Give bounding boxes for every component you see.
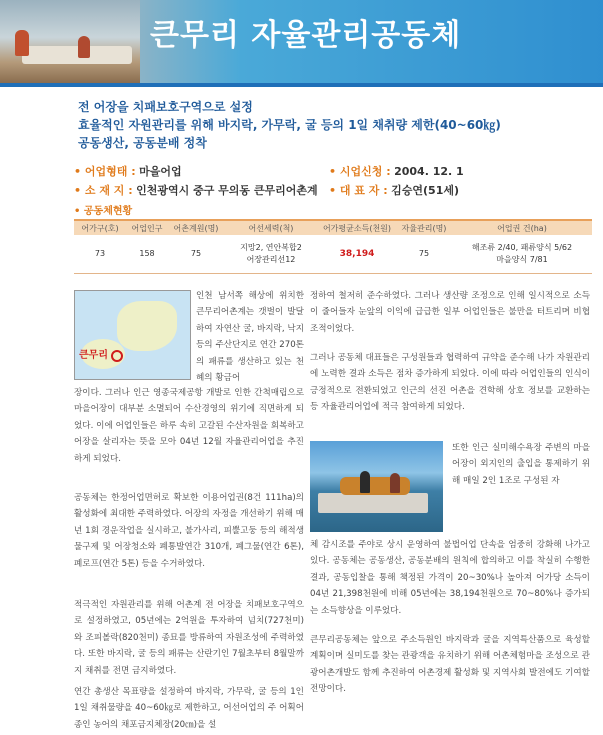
body-paragraph: 체 감시조를 주야로 상시 운영하여 불법어업 단속을 엄중히 강화해 나가고 있다. 공동체는 공동생산, 공동분배의 원칙에 합의하고 이를 착실히 수행한 결과, 공동입찰을 통해 책정된 가격이 20~30%나 높아져 어가당 소득이 04년 21,398천원에 비해 05년에는 38,194천원으로 70~80%나 증가되는 소득향상을 이루었다. <box>310 540 590 616</box>
table-cell-income: 38,194 <box>318 235 396 274</box>
table-cell: 해조류 2/40, 패류양식 5/62 마을양식 7/81 <box>452 235 592 274</box>
photo-person <box>360 471 370 493</box>
table-cell: 지망2, 연안복합2 어장관리선12 <box>224 235 318 274</box>
body-paragraph: 또한 인근 실미해수욕장 주변의 마을어장이 외지인의 출입을 통제하기 위해 매일 2인 1조로 구성된 자 <box>452 443 590 486</box>
banner-boat <box>22 46 132 64</box>
info-label: • 어업형태 : <box>74 165 136 178</box>
info-value: 인천광역시 중구 무의동 큰무리어촌계 <box>136 184 318 197</box>
info-location <box>74 182 318 198</box>
summary-block <box>78 98 501 152</box>
title-underline <box>0 83 603 87</box>
map-land <box>117 301 177 351</box>
table-header: 어업권 건(ha) <box>452 220 592 235</box>
fishermen-photo <box>310 441 443 532</box>
summary-line: 공동생산, 공동분배 정착 <box>78 136 207 150</box>
info-value: 2004. 12. 1 <box>394 165 464 178</box>
body-paragraph: 큰무리공동체는 앞으로 주소득원인 바지락과 굴을 지역특산품으로 육성할 계획이며 실미도를 찾는 관광객을 유치하기 위해 어촌체험마을 조성으로 관광어촌개발도 함께 추진하여 어촌경제 활성화 및 지역사회 발전에도 기여할 전망이다. <box>310 635 590 695</box>
table-header: 어선세력(척) <box>224 220 318 235</box>
table-header-row <box>74 220 592 235</box>
section-title: • 공동체현황 <box>74 206 133 217</box>
info-label: • 소 재 지 : <box>74 184 133 197</box>
body-paragraph: 정하여 철저히 준수하였다. 그러나 생산량 조정으로 인해 일시적으로 소득이 줄어들자 눈앞의 이익에 급급한 일부 어업인들은 불만을 터트리며 비협조적이었다. <box>310 291 590 334</box>
body-paragraph: 장이다. 그러나 인근 영종국제공항 개발로 인한 간척매립으로 마을어장이 대부분 소멸되어 수산경영의 위기에 직면하게 되었다. 이에 어업인들은 하루 속히 고갈된 수산자원을 회복하고 어장을 살리자는 뜻을 모아 04년 12월 자율관리어업을 추진하게 되었다. <box>74 388 304 464</box>
table-header: 자율관리(명) <box>396 220 452 235</box>
body-paragraph: 적극적인 자원관리를 위해 어촌계 전 어장을 치패보호구역으로 설정하였고, 05년에는 2억원을 투자하여 넘치(727천미)와 조피볼락(820천미) 종묘를 방류하여 자원조성에 주력하였다. 또한 바지락, 굴 등의 패류는 산란기인 7월초부터 8월말까지 채취를 전면 금지하였다. <box>74 600 304 676</box>
banner-person <box>78 36 90 58</box>
banner-photo <box>0 0 140 83</box>
body-paragraph: 연간 총생산 목표량을 설정하여 바지락, 가무락, 굴 등의 1인 1일 채취물량을 40~60㎏로 제한하고, 어선어업의 주 어획어종인 농어의 채포금지체장(20㎝)을 설 <box>74 687 304 730</box>
body-paragraph: 공동체는 한정어업면허로 확보한 이용어업권(8건 111ha)의 활성화에 최대한 주력하였다. 어장의 자정을 개선하기 위해 매년 1회 경운작업을 실시하고, 불가사리, 피뿔고둥 등의 해적생물구제 및 어장청소와 폐통발연간 310개, 폐그물(연간 6톤), 폐로프(연간 5톤) 등을 수거하였다. <box>74 493 304 569</box>
table-cell: 75 <box>168 235 224 274</box>
table-header: 어촌계원(명) <box>168 220 224 235</box>
body-paragraph: 그러나 공동체 대표들은 구성원들과 협력하여 규약을 준수해 나가 자원관리에 노력한 결과 소득은 점차 증가하게 되었다. 이에 따라 어업인들의 인식이 긍정적으로 전환되었고 인근의 선진 어촌을 견학해 상호 정보를 교환하는 등 자율관리어업에 적극 참여하게 되었다. <box>310 353 590 413</box>
table-header: 어가평균소득(천원) <box>318 220 396 235</box>
info-start-date <box>329 163 464 179</box>
table-row <box>74 235 592 274</box>
page-title: 큰무리 자율관리공동체 <box>150 18 462 53</box>
table-header: 어업인구 <box>126 220 168 235</box>
summary-line: 전 어장을 치패보호구역으로 설정 <box>78 100 253 114</box>
summary-line: 효율적인 자원관리를 위해 바지락, 가무락, 굴 등의 1일 채취량 제한(40~60㎏) <box>78 118 501 132</box>
body-paragraph: 인천 남서쪽 해상에 위치한 큰무리어촌계는 갯벌이 발달하여 자연산 굴, 바지락, 낙지 등의 주산단지로 연간 270톤의 패류를 생산하고 있는 천혜의 황금어 <box>196 291 304 384</box>
info-fishery-type <box>74 163 182 179</box>
location-map <box>74 290 191 380</box>
community-status-table <box>74 219 592 274</box>
banner-person <box>15 30 29 56</box>
info-representative <box>329 182 459 198</box>
table-cell: 158 <box>126 235 168 274</box>
photo-boat <box>318 493 428 513</box>
info-label: • 시업신청 : <box>329 165 391 178</box>
photo-person <box>390 473 400 493</box>
map-label: 큰무리 <box>79 350 108 361</box>
info-value: 김승연(51세) <box>391 184 460 197</box>
map-marker-icon <box>111 350 123 362</box>
table-cell: 73 <box>74 235 126 274</box>
table-cell: 75 <box>396 235 452 274</box>
title-banner <box>0 0 603 83</box>
info-value: 마을어업 <box>139 165 182 178</box>
table-header: 어가구(호) <box>74 220 126 235</box>
info-label: • 대 표 자 : <box>329 184 388 197</box>
